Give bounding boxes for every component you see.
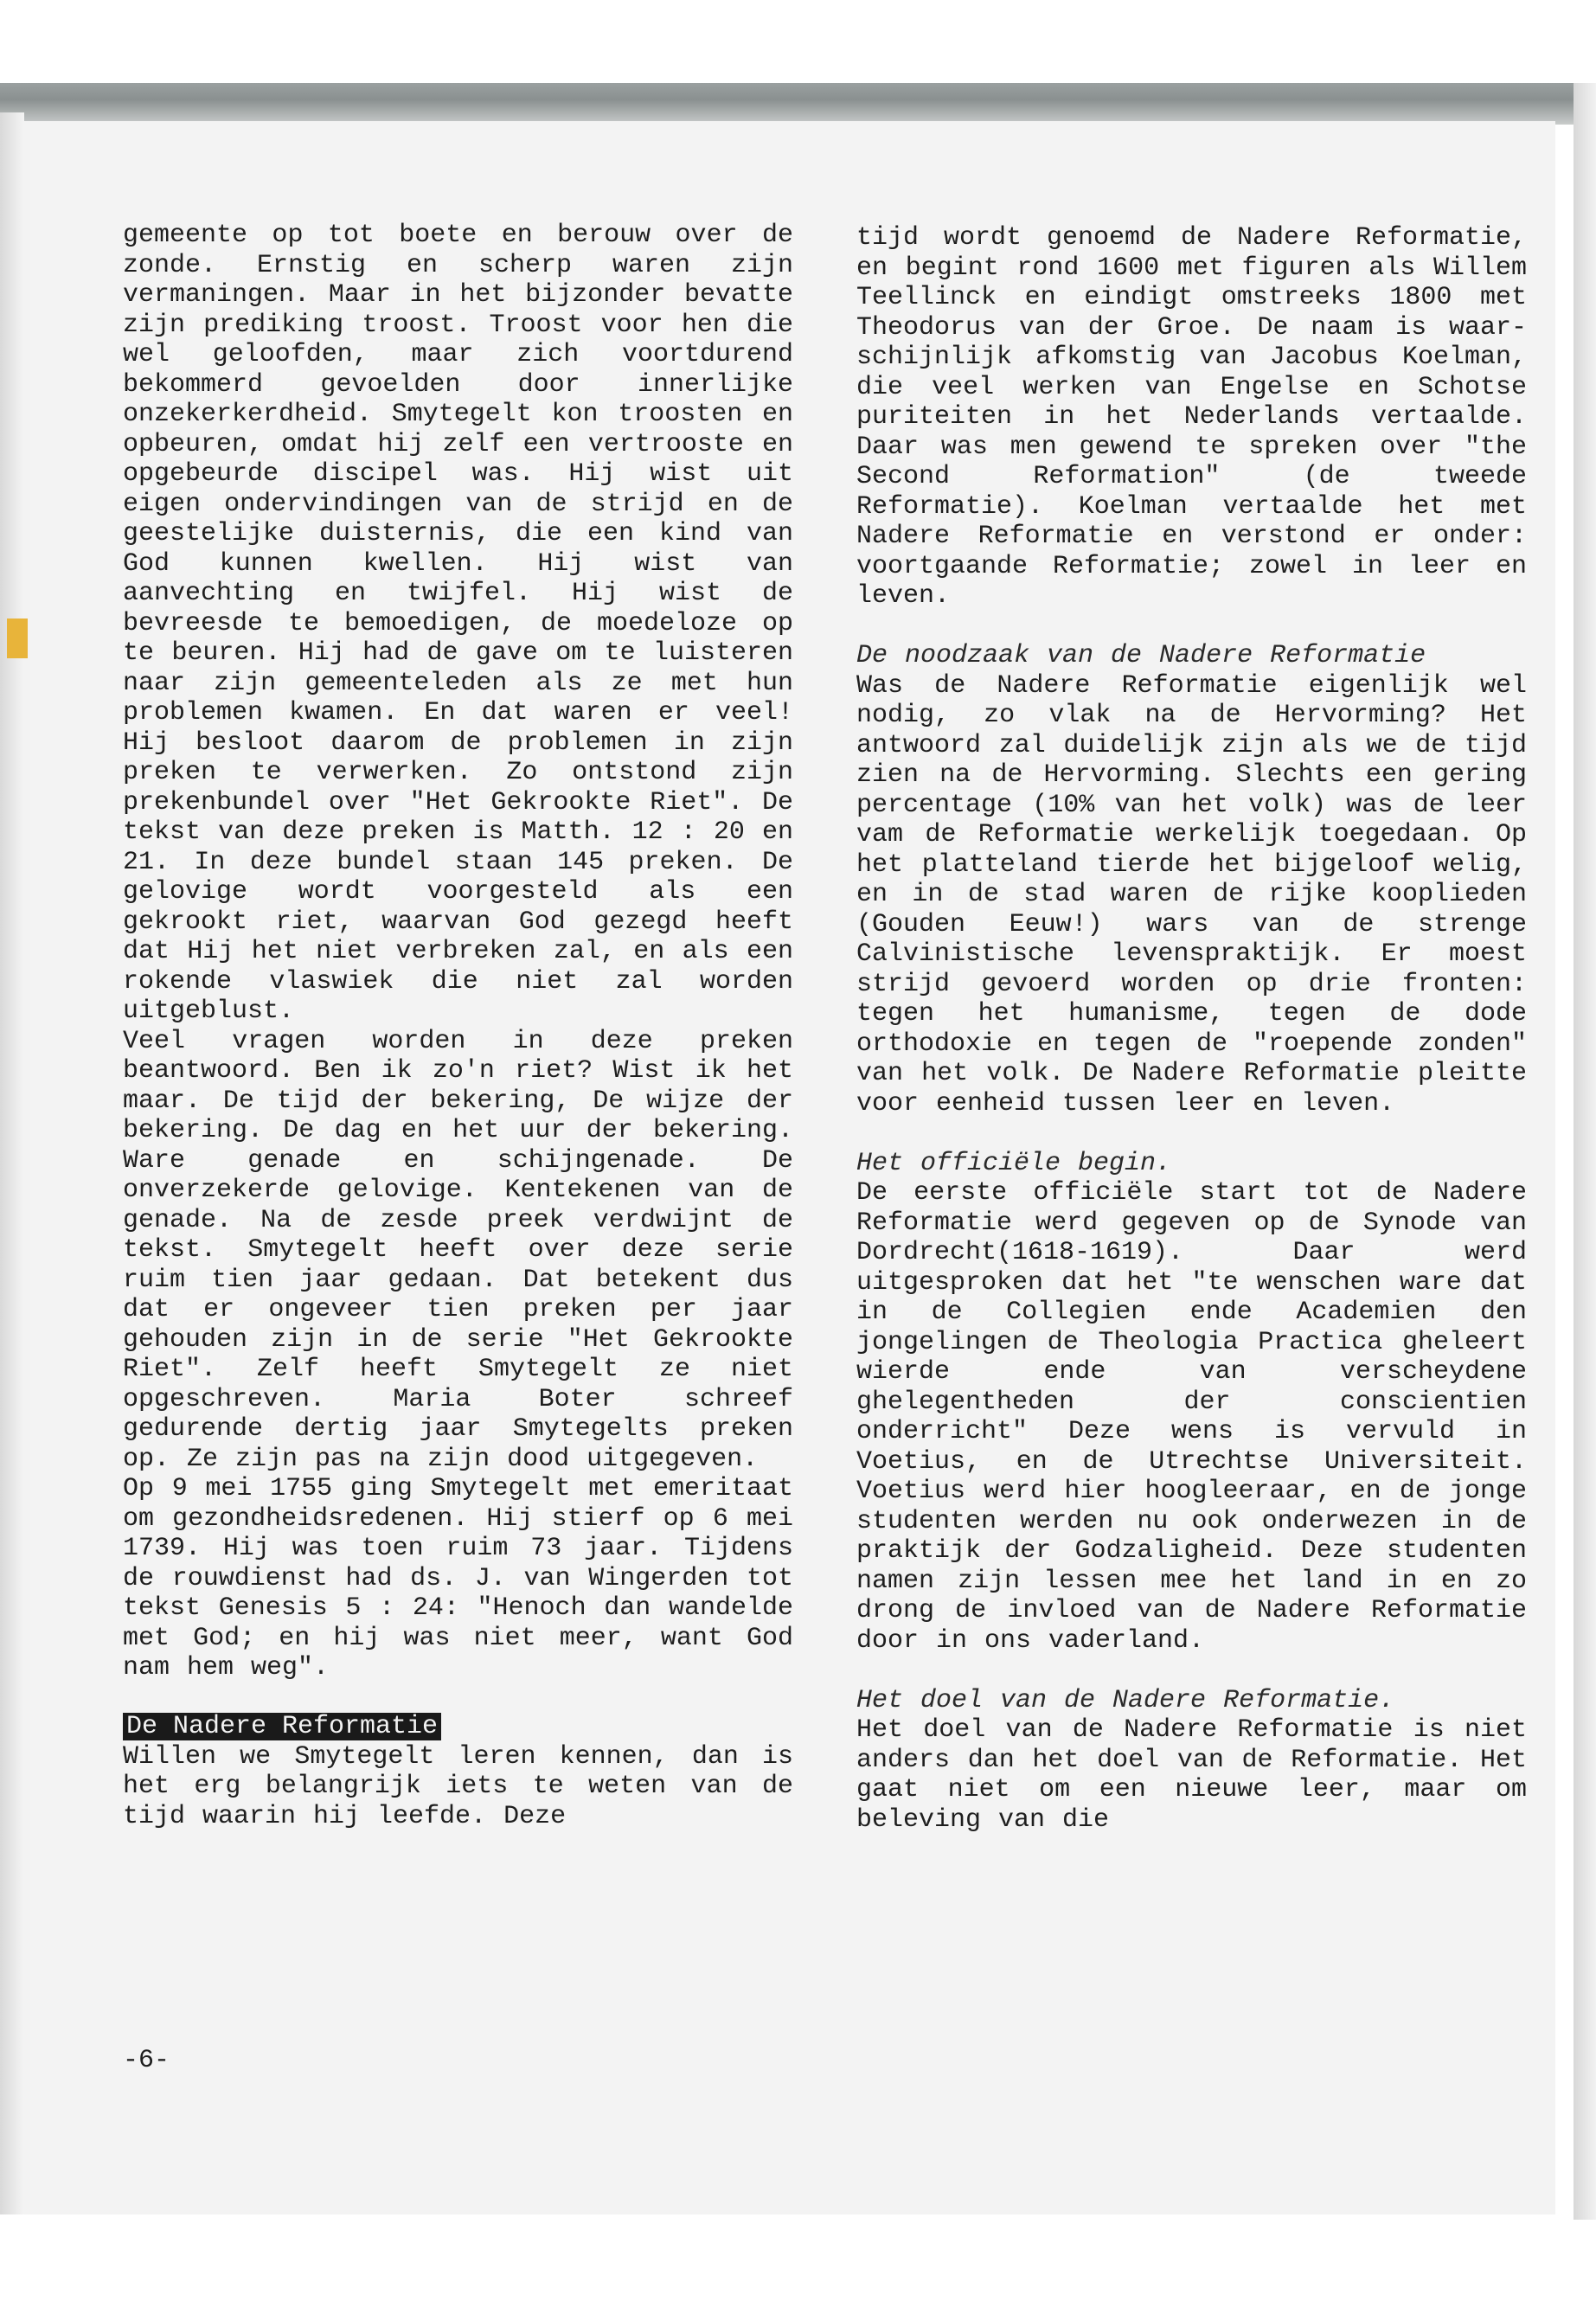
paragraph: gemeente op tot boete en berouw over de zonde. Ernstig en scherp waren zijn vermaningen. Maar in het bijzonder bevatte zijn prediking troost. Troost voor hen die wel geloofden, maar zich voortdurend bekommerd gevoelden door innerlijke onzekerkerdheid. Smytegelt kon troosten en opbeuren, omdat hij zelf een vertrooste en opgebeurde discipel was. Hij wist uit eigen ondervindingen van de strijd en de geestelijke duisternis, die een kind van God kunnen kwellen. Hij wist van aanvechting en twijfel. Hij wist de bevreesde te bemoedigen, de moedeloze op te beuren. Hij had de gave om te luisteren naar zijn gemeenteleden als ze met hun problemen kwamen. En dat waren er veel! Hij besloot daarom de problemen in zijn preken te verwerken. Zo ontstond zijn prekenbundel over "Het Gekrookte Riet". De tekst van deze preken is Matth. 12 : 20 en 21. In deze bundel staan 145 preken. De gelovige wordt voorgesteld als een gekrookt riet, waarvan God gezegd heeft dat Hij het niet verbreken zal, en als een rokende vlaswiek die niet zal worden uitgeblust. — [123, 221, 793, 1026]
subheading: Het officiële begin. — [856, 1148, 1172, 1178]
paragraph: De eerste officiële start tot de Nadere Reformatie werd gegeven op de Synode van Dordrecht(1618-1619). Daar werd uitgesproken dat het "te wenschen ware dat in de Collegien ende Academien den jongelingen de Theologia Practica gheleert wierde ende van verscheydene ghelegentheden der conscientien onderricht" Deze wens is vervuld in Voetius, en de Utrechtse Universiteit. Voetius werd hier hoogleeraar, en de jonge studenten werden nu ook onderwezen in de praktijk der Godzaligheid. Deze studenten namen zijn lessen mee het land in en zo drong de invloed van de Nadere Reformatie door in ons vaderland. — [856, 1178, 1527, 1656]
subheading: Het doel van de Nadere Reformatie. — [856, 1685, 1395, 1715]
section-title-wrapper — [123, 1683, 793, 1742]
paragraph: Veel vragen worden in deze preken beantwoord. Ben ik zo'n riet? Wist ik het maar. De tijd der bekering, De wijze der bekering. De dag en het uur der bekering. Ware genade en schijngenade. De onverzekerde gelovige. Kentekenen van de genade. Na de zesde preek verdwijnt de tekst. Smytegelt heeft over deze serie ruim tien jaar gedaan. Dat betekent dus dat er ongeveer tien preken per jaar gehouden zijn in de serie "Het Gekrookte Riet". Zelf heeft Smytegelt ze niet opgeschreven. Maria Boter schreef gedurende dertig jaar Smytegelts preken op. Ze zijn pas na zijn dood uitgegeven. — [123, 1026, 793, 1474]
right-column — [856, 223, 1527, 1835]
scan-right-edge — [1574, 83, 1596, 2220]
paragraph: Op 9 mei 1755 ging Smytegelt met emeritaat om gezondheidsredenen. Hij stierf op 6 mei 1739. Hij was toen ruim 73 jaar. Tijdens de rouwdienst had ds. J. van Wingerden tot tekst Genesis 5 : 24: "Henoch dan wandelde met God; en hij was niet meer, want God nam hem weg". — [123, 1474, 793, 1682]
paragraph: tijd wordt genoemd de Nadere Reformatie, en begint rond 1600 met figuren als Willem Teellinck en eindigt omstreeks 1800 met Theodorus van der Groe. De naam is waarschijnlijk afkomstig van Jacobus Koelman, die veel werken van Engelse en Schotse puriteiten in het Nederlands vertaalde. Daar was men gewend te spreken over "the Second Reformation" (de tweede Reformatie). Koelman vertaalde het met Nadere Reformatie en verstond er onder: voortgaande Reformatie; zowel in leer en leven. — [856, 223, 1527, 611]
paragraph: Willen we Smytegelt leren kennen, dan is het erg belangrijk iets te weten van de tijd waarin hij leefde. Deze — [123, 1741, 793, 1831]
scan-top-band — [0, 83, 1596, 125]
paragraph: Was de Nadere Reformatie eigenlijk wel nodig, zo vlak na de Hervorming? Het antwoord zal duidelijk zijn als we de tijd zien na de Hervorming. Slechts een gering percentage (10% van het volk) was de leer vam de Reformatie werkelijk toegedaan. Op het platteland tierde het bijgeloof welig, en in de stad waren de rijke kooplieden (Gouden Eeuw!) wars van de strenge Calvinistische levenspraktijk. Er moest strijd gevoerd worden op drie fronten: tegen het humanisme, tegen de dode orthodoxie en tegen de "roepende zonden" van het volk. De Nadere Reformatie pleitte voor eenheid tussen leer en leven. — [856, 670, 1527, 1118]
paragraph: Het doel van de Nadere Reformatie is niet anders dan het doel van de Reformatie. Het gaat niet om een nieuwe leer, maar om beleving van die — [856, 1715, 1527, 1835]
page-tab-marker — [7, 619, 28, 658]
section-title: De Nadere Reformatie — [123, 1713, 441, 1740]
left-column — [123, 221, 793, 1831]
scan-left-edge — [0, 112, 24, 2214]
subheading: De noodzaak van de Nadere Reformatie — [856, 641, 1426, 670]
page-number: -6- — [123, 2046, 170, 2075]
